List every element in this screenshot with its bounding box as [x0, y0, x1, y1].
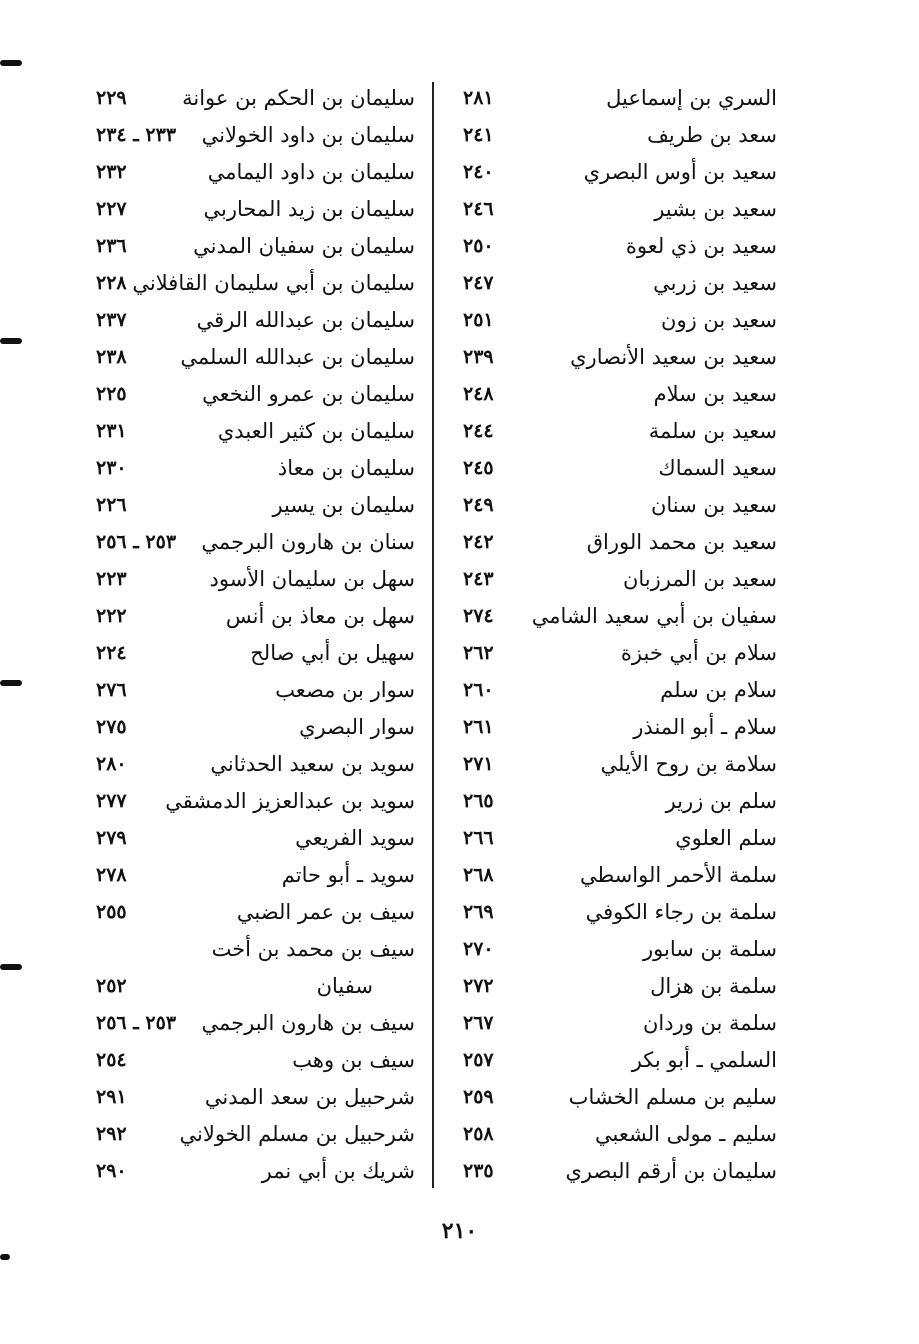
entry-name: سيف بن هارون البرجمي: [201, 1011, 415, 1035]
index-entry: [455, 783, 785, 820]
entry-page-number: ٢٣١: [96, 420, 127, 442]
index-entry: [455, 1116, 785, 1153]
index-entry: [88, 931, 423, 968]
entry-page-number: ٢٦٥: [463, 790, 494, 812]
entry-page-number: ٢٤٣: [463, 568, 494, 590]
index-entry: [455, 1042, 785, 1079]
entry-name: سويد ـ أبو حاتم: [281, 863, 415, 887]
entry-name: السري بن إسماعيل: [606, 86, 777, 110]
entry-page-number: ٢٤٢: [463, 531, 494, 553]
index-entry: [88, 672, 423, 709]
entry-name: سليمان بن معاذ: [277, 456, 415, 480]
entry-page-number: ٢٤٨: [463, 383, 494, 405]
scan-edge-mark: [0, 60, 22, 66]
entry-page-number: ٢٢٥: [96, 383, 127, 405]
entry-page-number: ٢٤٠: [463, 161, 494, 183]
index-entry: [455, 265, 785, 302]
entry-page-number: ٢٢٩: [96, 87, 127, 109]
entry-name: السلمي ـ أبو بكر: [631, 1048, 777, 1072]
entry-page-number: ٢٢٢: [96, 605, 127, 627]
entry-page-number: ٢٥٤: [96, 1049, 127, 1071]
entry-page-number: ٢٧٧: [96, 790, 127, 812]
entry-page-number: ٢٤٩: [463, 494, 494, 516]
index-entry: [88, 709, 423, 746]
entry-page-number: ٢٦٢: [463, 642, 494, 664]
index-entry: [455, 598, 785, 635]
scan-edge-mark: [0, 1254, 10, 1260]
index-entry: [88, 561, 423, 598]
scan-edge-mark: [0, 338, 22, 344]
entry-page-number: ٢٦٦: [463, 827, 494, 849]
entry-name: سلامة بن روح الأيلي: [600, 752, 777, 776]
entry-name: سلمة بن رجاء الكوفي: [585, 900, 777, 924]
entry-name: سيف بن عمر الضبي: [236, 900, 415, 924]
index-entry: [88, 968, 423, 1005]
entry-name: سليمان بن كثير العبدي: [217, 419, 415, 443]
index-entry: [88, 783, 423, 820]
index-entry: [455, 376, 785, 413]
entry-page-number: ٢٤٥: [463, 457, 494, 479]
entry-page-number: ٢٩٠: [96, 1160, 127, 1182]
entry-page-number: ٢٥٩: [463, 1086, 494, 1108]
index-entry: [455, 709, 785, 746]
entry-page-number: ٢٦٠: [463, 679, 494, 701]
index-entry: [455, 746, 785, 783]
index-entry: [88, 117, 423, 154]
index-entry: [455, 820, 785, 857]
index-entry: [88, 228, 423, 265]
index-entry: [455, 117, 785, 154]
entry-page-number: ٢٣٠: [96, 457, 127, 479]
index-entry: [455, 672, 785, 709]
index-entry: [88, 1153, 423, 1190]
index-entry: [88, 635, 423, 672]
entry-name: سعيد بن ذي لعوة: [625, 234, 777, 258]
entry-name: سلمة بن وردان: [642, 1011, 777, 1035]
entry-name: سليمان بن أبي سليمان القافلاني: [132, 271, 415, 295]
entry-page-number: ٢٧٢: [463, 975, 494, 997]
entry-page-number: ٢٢٧: [96, 198, 127, 220]
entry-name: سليمان بن سفيان المدني: [193, 234, 415, 258]
entry-page-number: ٢٦١: [463, 716, 494, 738]
entry-name: سلمة بن هزال: [650, 974, 777, 998]
index-entry: [455, 413, 785, 450]
entry-page-number: ٢٢٣: [96, 568, 127, 590]
entry-page-number: ٢٧٩: [96, 827, 127, 849]
index-entry: [88, 1005, 423, 1042]
entry-page-number: ٢٥٥: [96, 901, 127, 923]
entry-page-number: ٢٣٩: [463, 346, 494, 368]
entry-name: سليم ـ مولى الشعبي: [595, 1122, 777, 1146]
index-entry: [455, 857, 785, 894]
entry-name: سعيد بن محمد الوراق: [586, 530, 777, 554]
index-entry: [455, 487, 785, 524]
index-entry: [455, 191, 785, 228]
entry-name: شرحبيل بن مسلم الخولاني: [179, 1122, 415, 1146]
entry-name: سفيان بن أبي سعيد الشامي: [531, 604, 777, 628]
index-entry: [88, 339, 423, 376]
index-entry: [455, 228, 785, 265]
entry-name: سليمان بن عبدالله الرقي: [196, 308, 415, 332]
entry-page-number: ٢٤٤: [463, 420, 494, 442]
entry-name: سهل بن معاذ بن أنس: [225, 604, 415, 628]
entry-page-number: ٢٩١: [96, 1086, 127, 1108]
index-entry: [455, 450, 785, 487]
entry-page-number: ٢٨٠: [96, 753, 127, 775]
index-entry: [455, 80, 785, 117]
entry-page-number: ٢٥٠: [463, 235, 494, 257]
entry-page-number: ٢٤٦: [463, 198, 494, 220]
entry-page-number: ٢٣٧: [96, 309, 127, 331]
entry-name: سعيد السماك: [658, 456, 777, 480]
index-entry: [455, 339, 785, 376]
entry-name: سهل بن سليمان الأسود: [209, 567, 415, 591]
index-entry: [88, 376, 423, 413]
entry-name: سليمان بن زيد المحاربي: [203, 197, 415, 221]
entry-page-number: ٢٥٣ ـ ٢٥٦: [96, 1012, 177, 1034]
entry-page-number: ٢٢٨: [96, 272, 127, 294]
entry-name: سيف بن محمد بن أخت: [211, 937, 415, 961]
entry-page-number: ٢٤١: [463, 124, 494, 146]
index-entry: [88, 80, 423, 117]
index-entry: [88, 857, 423, 894]
entry-name: سلام ـ أبو المنذر: [633, 715, 777, 739]
entry-page-number: ٢٣٦: [96, 235, 127, 257]
entry-name: سعيد بن سلمة: [648, 419, 777, 443]
entry-page-number: ٢٣٢: [96, 161, 127, 183]
index-entry: [455, 894, 785, 931]
entry-name: شريك بن أبي نمر: [261, 1159, 415, 1183]
entry-name: سعيد بن المرزبان: [622, 567, 777, 591]
entry-name: سليمان بن يسير: [272, 493, 415, 517]
entry-name: شرحبيل بن سعد المدني: [204, 1085, 415, 1109]
index-column-left: [88, 80, 423, 1190]
index-entry: [455, 1005, 785, 1042]
entry-page-number: ٢٦٨: [463, 864, 494, 886]
entry-name: سليمان بن داود الخولاني: [201, 123, 415, 147]
entry-page-number: ٢٣٨: [96, 346, 127, 368]
entry-name: سلمة الأحمر الواسطي: [579, 863, 777, 887]
entry-page-number: ٢٧٤: [463, 605, 494, 627]
index-entry: [455, 635, 785, 672]
index-entry: [88, 894, 423, 931]
entry-name: سعيد بن سعيد الأنصاري: [570, 345, 777, 369]
entry-name: سليمان بن عمرو النخعي: [202, 382, 415, 406]
entry-page-number: ٢٩٢: [96, 1123, 127, 1145]
entry-name: سليمان بن عبدالله السلمي: [180, 345, 415, 369]
entry-name: سنان بن هارون البرجمي: [201, 530, 415, 554]
entry-page-number: ٢٧٥: [96, 716, 127, 738]
index-entry: [88, 191, 423, 228]
index-entry: [455, 968, 785, 1005]
entry-page-number: ٢٥٣ ـ ٢٥٦: [96, 531, 177, 553]
entry-name: سعيد بن زون: [661, 308, 777, 332]
entry-page-number: ٢٣٥: [463, 1160, 494, 1182]
entry-page-number: ٢٣٣ ـ ٢٣٤: [96, 124, 177, 146]
page-number: ٢١٠: [441, 1218, 478, 1244]
entry-name: سلم بن زرير: [665, 789, 777, 813]
index-entry: [88, 450, 423, 487]
entry-name: سويد بن سعيد الحدثاني: [210, 752, 415, 776]
index-entry: [88, 265, 423, 302]
entry-name: سلمة بن سابور: [643, 937, 777, 961]
index-entry: [88, 1116, 423, 1153]
index-entry: [455, 561, 785, 598]
entry-name: سليمان بن داود اليمامي: [207, 160, 415, 184]
index-entry: [88, 487, 423, 524]
entry-page-number: ٢٤٧: [463, 272, 494, 294]
entry-name: سويد بن عبدالعزيز الدمشقي: [165, 789, 415, 813]
index-entry: [88, 746, 423, 783]
entry-page-number: ٢٥٧: [463, 1049, 494, 1071]
entry-page-number: ٢٧٨: [96, 864, 127, 886]
index-entry: [88, 820, 423, 857]
index-entry: [88, 598, 423, 635]
index-entry: [88, 524, 423, 561]
entry-name: سويد الفريعي: [295, 826, 415, 850]
entry-page-number: ٢٢٦: [96, 494, 127, 516]
column-divider: [432, 82, 434, 1188]
entry-name: سعيد بن سنان: [650, 493, 777, 517]
entry-page-number: ٢٥٢: [96, 975, 127, 997]
entry-name: سعيد بن أوس البصري: [583, 160, 777, 184]
entry-name: سفيان: [316, 974, 373, 998]
index-entry: [455, 931, 785, 968]
scan-edge-mark: [0, 964, 22, 970]
entry-name: سلام بن سلم: [660, 678, 777, 702]
scan-edge-mark: [0, 680, 22, 686]
entry-page-number: ٢٧١: [463, 753, 494, 775]
index-entry: [455, 1153, 785, 1190]
entry-page-number: ٢٥٨: [463, 1123, 494, 1145]
entry-name: سلم العلوي: [675, 826, 777, 850]
entry-name: سعد بن طريف: [647, 123, 777, 147]
index-entry: [88, 302, 423, 339]
entry-name: سوار البصري: [299, 715, 415, 739]
entry-page-number: ٢٥١: [463, 309, 494, 331]
index-entry: [88, 413, 423, 450]
entry-name: سعيد بن زربي: [653, 271, 777, 295]
index-entry: [88, 154, 423, 191]
index-entry: [455, 154, 785, 191]
entry-name: سليمان بن أرقم البصري: [565, 1159, 777, 1183]
entry-name: سعيد بن سلام: [653, 382, 777, 406]
entry-name: سليمان بن الحكم بن عوانة: [182, 86, 415, 110]
index-entry: [88, 1042, 423, 1079]
entry-page-number: ٢٧٠: [463, 938, 494, 960]
entry-name: سوار بن مصعب: [275, 678, 415, 702]
entry-page-number: ٢٦٩: [463, 901, 494, 923]
entry-name: سليم بن مسلم الخشاب: [568, 1085, 777, 1109]
entry-name: سيف بن وهب: [292, 1048, 415, 1072]
index-entry: [455, 302, 785, 339]
entry-name: سهيل بن أبي صالح: [250, 641, 415, 665]
index-entry: [455, 524, 785, 561]
index-column-right: [455, 80, 785, 1190]
index-entry: [88, 1079, 423, 1116]
index-entry: [455, 1079, 785, 1116]
entry-name: سلام بن أبي خبزة: [620, 641, 777, 665]
entry-page-number: ٢٧٦: [96, 679, 127, 701]
entry-page-number: ٢٢٤: [96, 642, 127, 664]
entry-page-number: ٢٦٧: [463, 1012, 494, 1034]
entry-name: سعيد بن بشير: [654, 197, 777, 221]
entry-page-number: ٢٨١: [463, 87, 494, 109]
